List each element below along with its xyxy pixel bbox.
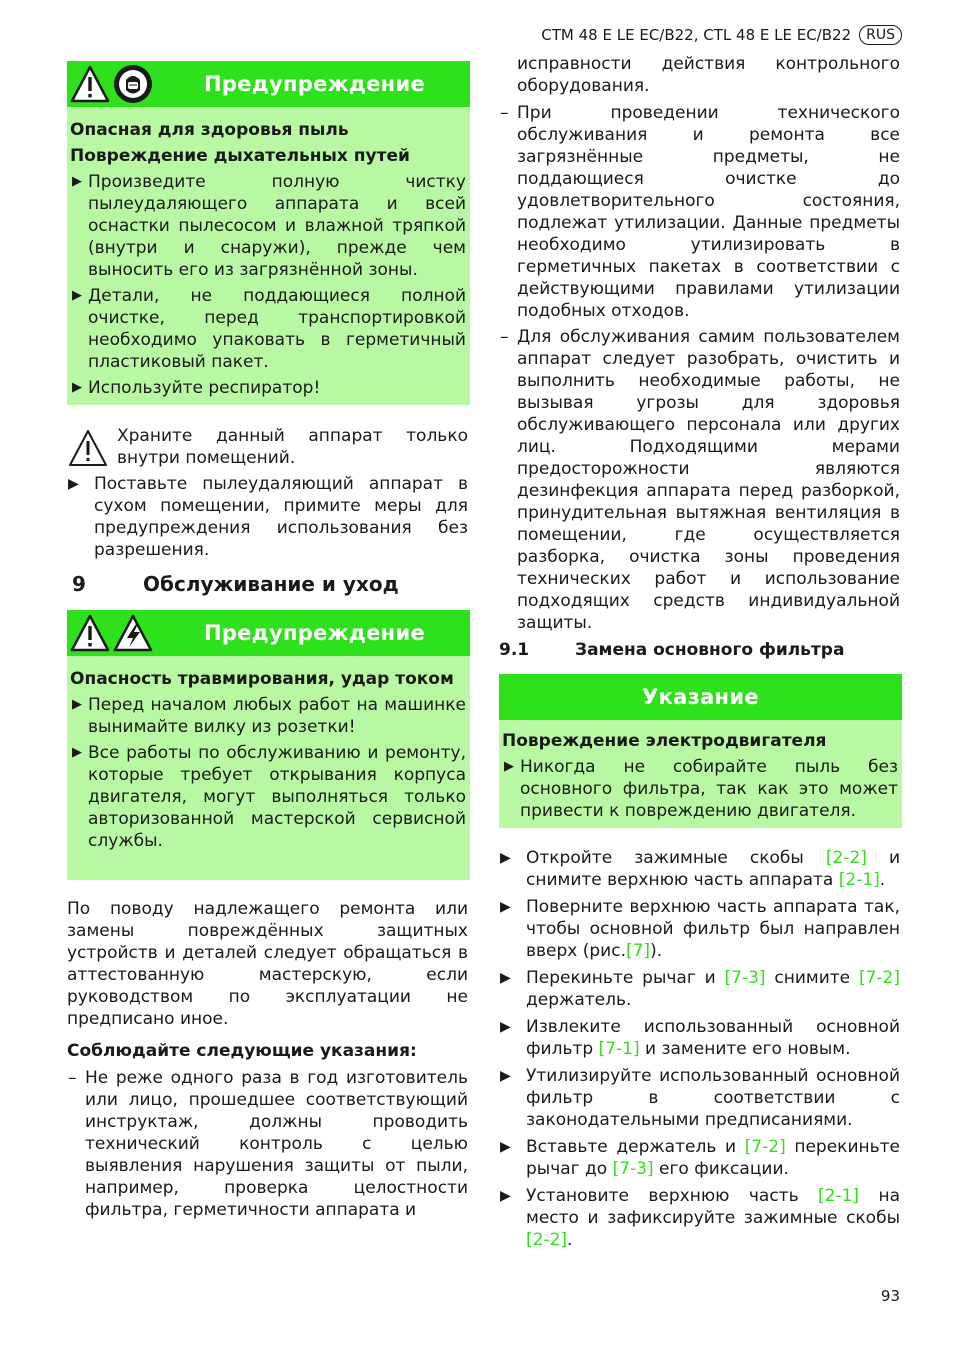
- subsection-number: 9.1: [499, 640, 530, 660]
- figure-reference-link[interactable]: [2-1]: [838, 870, 880, 890]
- list-item: ▶ Перекиньте рычаг и [7-3] снимите [7-2] держатель.: [500, 968, 900, 1010]
- figure-reference-link[interactable]: [7-2]: [858, 968, 900, 988]
- repair-paragraph: По поводу надлежащего ремонта или замены повреждённых защитных устройств и деталей следует обращаться в аттестованную мастерскую, если руководством по эксплуатации не предписано иное.: [67, 899, 468, 1029]
- respirator-mask-icon: [113, 64, 153, 104]
- figure-reference-link[interactable]: [2-1]: [818, 1186, 860, 1206]
- warning-title: Предупреждение: [204, 72, 426, 96]
- note-box-header: [499, 674, 902, 720]
- list-item: ▶ Никогда не собирайте пыль без основного фильтра, так как это может привести к повреждению двигателя.: [504, 757, 898, 821]
- warning-subtitle-dust: Опасная для здоровья пыль: [70, 120, 349, 140]
- observe-list-continued: [499, 102, 900, 638]
- warning-subtitle-electric: Опасность травмирования, удар током: [70, 669, 454, 689]
- figure-reference-link[interactable]: [2-2]: [526, 1230, 568, 1250]
- list-item: ▶ Произведите полную чистку пылеудаляющего аппарата и всей оснастки пылесосом и влажной тряпкой (внутри и снаружи), прежде чем выносить его из загрязнённой зоны.: [72, 172, 466, 280]
- figure-reference-link[interactable]: [7-3]: [724, 968, 766, 988]
- section-heading: [72, 573, 399, 595]
- note-title: Указание: [642, 685, 759, 709]
- caution-text: Храните данный аппарат только внутри помещений.: [117, 426, 468, 468]
- bullet-triangle-icon: ▶: [500, 970, 511, 986]
- figure-reference-link[interactable]: [7-3]: [612, 1159, 654, 1179]
- bullet-triangle-icon: ▶: [72, 380, 82, 395]
- page-header: [541, 25, 902, 45]
- caution-steps: [67, 473, 468, 566]
- language-badge: RUS: [859, 25, 902, 45]
- list-item: ▶ Откройте зажимные скобы [2-2] и снимите верхнюю часть аппарата [2-1].: [500, 848, 901, 890]
- figure-reference-link[interactable]: [7-1]: [598, 1039, 640, 1059]
- model-title: CTM 48 E LE EC/B22, CTL 48 E LE EC/B22: [541, 26, 852, 44]
- filter-replacement-steps: [499, 847, 900, 1256]
- bullet-triangle-icon: ▶: [500, 1019, 511, 1035]
- warning-title: Предупреждение: [204, 621, 426, 645]
- list-item: ▶ Поставьте пылеудаляющий аппарат в сухом помещении, примите меры для предупреждения использования без разрешения.: [68, 474, 468, 560]
- warning-box-header: [67, 610, 470, 656]
- bullet-triangle-icon: ▶: [72, 745, 82, 760]
- bullet-triangle-icon: ▶: [68, 476, 79, 492]
- subsection-heading: [499, 639, 844, 661]
- subsection-title: Замена основного фильтра: [575, 640, 845, 660]
- bullet-triangle-icon: ▶: [72, 174, 82, 189]
- list-item: – При проведении технического обслуживания и ремонта все загрязнённые предметы, не поддающиеся очистке до удовлетворительного состояния, подлежат утилизации. Данные предметы необходимо утилизировать в герметичных пакетах в соответствии с действующими правилами утилизации подобных отходов.: [500, 103, 900, 321]
- warning-box-electric: [67, 610, 470, 880]
- warning-list: [70, 171, 466, 399]
- warning-triangle-icon: [70, 64, 110, 104]
- observe-heading: Соблюдайте следующие указания:: [67, 1041, 417, 1061]
- bullet-triangle-icon: ▶: [72, 288, 82, 303]
- warning-box-header: [67, 61, 470, 107]
- bullet-triangle-icon: ▶: [500, 899, 511, 915]
- bullet-triangle-icon: ▶: [500, 1139, 511, 1155]
- warning-box-dust: [67, 61, 470, 405]
- list-item: ▶ Детали, не поддающиеся полной очистке, перед транспортировкой необходимо упаковать в герметичный пластиковый пакет.: [72, 286, 466, 372]
- warning-subtitle-respiratory: Повреждение дыхательных путей: [70, 146, 410, 166]
- warning-triangle-icon: [70, 613, 110, 653]
- list-item: ▶ Вставьте держатель и [7-2] перекиньте рычаг до [7-3] его фиксации.: [500, 1137, 900, 1179]
- list-item: ▶ Установите верхнюю часть [2-1] на место и зафиксируйте зажимные скобы [2-2].: [500, 1186, 900, 1250]
- list-item: ▶ Используйте респиратор!: [72, 378, 321, 398]
- figure-reference-link[interactable]: [2-2]: [825, 848, 867, 868]
- bullet-triangle-icon: ▶: [72, 697, 82, 712]
- observe-list: [67, 1067, 468, 1225]
- bullet-triangle-icon: ▶: [500, 1188, 511, 1204]
- electric-hazard-icon: [113, 613, 153, 653]
- figure-reference-link[interactable]: [7-2]: [744, 1137, 786, 1157]
- section-title: Обслуживание и уход: [143, 572, 399, 596]
- list-item: – Не реже одного раза в год изготовитель или лицо, прошедшее соответствующий инструктаж, должны проводить технический контроль с целью выявления нарушения защиты от пыли, например, проверка целостности фильтра, герметичности аппарата и: [68, 1068, 468, 1220]
- list-item: ▶ Извлеките использованный основной фильтр [7-1] и замените его новым.: [500, 1017, 900, 1059]
- bullet-triangle-icon: ▶: [500, 850, 511, 866]
- warning-list: [70, 694, 466, 852]
- list-item: ▶ Утилизируйте использованный основной фильтр в соответствии с законодательными предписаниями.: [500, 1066, 900, 1130]
- list-item: – Для обслуживания самим пользователем аппарат следует разобрать, очистить и выполнить необходимые работы, не вызывая угрозы для здоровья обслуживающего персонала или других лиц. Подходящими мерами предосторожности являются дезинфекция аппарата перед разборкой, принудительная вытяжная вентиляция в помещении, где осуществляется разборка, очистка зоны проведения технических работ и использование подходящих средств индивидуальной защиты.: [500, 327, 900, 633]
- caution-triangle-icon: [68, 429, 108, 467]
- bullet-triangle-icon: ▶: [500, 1068, 511, 1084]
- page-number: 93: [880, 1287, 900, 1305]
- bullet-triangle-icon: ▶: [504, 759, 514, 774]
- continued-text: исправности действия контрольного оборудования.: [517, 54, 900, 96]
- figure-reference-link[interactable]: [7]: [625, 941, 651, 961]
- note-list: [502, 756, 898, 822]
- list-item: ▶ Поверните верхнюю часть аппарата так, чтобы основной фильтр был направлен вверх (рис.[7]).: [500, 897, 900, 961]
- section-number: 9: [72, 572, 86, 596]
- list-item: ▶ Все работы по обслуживанию и ремонту, которые требует открывания корпуса двигателя, могут выполняться только авторизованной мастерской сервисной службы.: [72, 743, 466, 851]
- note-box: [499, 674, 902, 828]
- list-item: ▶ Перед началом любых работ на машинке вынимайте вилку из розетки!: [72, 695, 466, 737]
- note-subtitle: Повреждение электродвигателя: [502, 731, 827, 751]
